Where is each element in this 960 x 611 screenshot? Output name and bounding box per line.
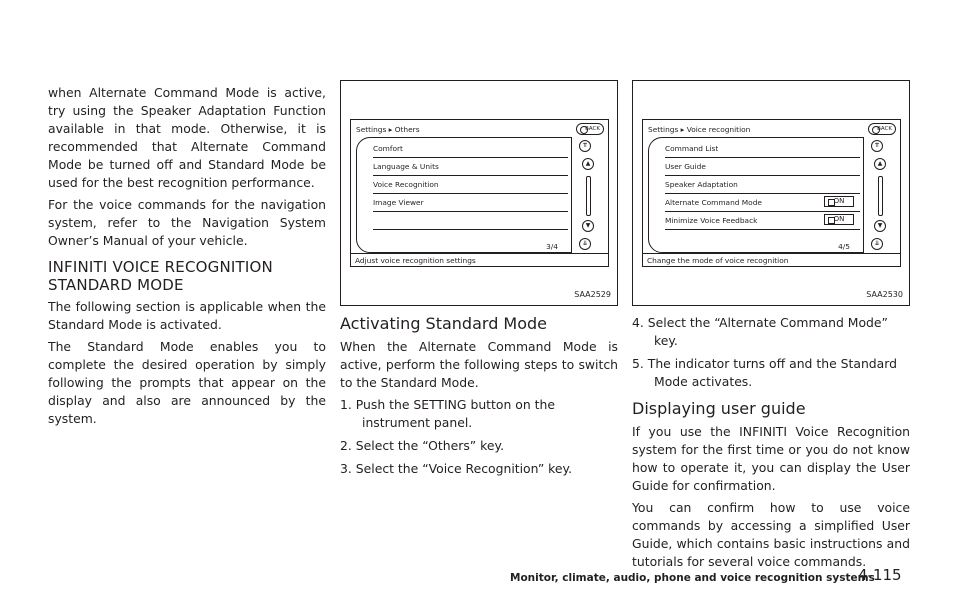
- menu-list: [356, 137, 572, 253]
- back-button: BACK: [868, 123, 896, 135]
- scroll-up-icon: ▲: [582, 158, 594, 170]
- scrollbar-icon: [586, 176, 591, 216]
- list-item-label: Minimize Voice Feedback: [665, 216, 758, 225]
- paragraph: The Standard Mode enables you to complete the desired operation by simply following the prompts that appear on the display and also are announced by the system.: [48, 339, 326, 426]
- list-item: Image Viewer: [373, 194, 568, 212]
- figure-code: SAA2530: [866, 290, 903, 299]
- page-indicator: 3/4: [546, 242, 558, 251]
- scroll-top-icon: ⇈: [871, 140, 883, 152]
- figure-code: SAA2529: [574, 290, 611, 299]
- column-3: [632, 80, 910, 575]
- list-item: [665, 194, 860, 212]
- divider: [351, 253, 608, 254]
- list-item: Comfort: [373, 140, 568, 158]
- step-item: 4. Select the “Alternate Command Mode” key.: [632, 315, 888, 348]
- paragraph: When the Alternate Command Mode is active, perform the following steps to switch to the Standard Mode.: [340, 339, 618, 390]
- breadcrumb: Settings ▸ Others: [356, 125, 420, 134]
- list-item: [665, 212, 860, 230]
- scroll-top-icon: ⇈: [579, 140, 591, 152]
- on-indicator: ON: [824, 214, 854, 225]
- paragraph: If you use the INFINITI Voice Recognition system for the first time or you do not know how to operate it, you can display the User Guide for confirmation.: [632, 424, 910, 493]
- status-text: Change the mode of voice recognition: [647, 256, 789, 265]
- menu-list: [648, 137, 864, 253]
- step-list: [340, 396, 618, 478]
- list-item: User Guide: [665, 158, 860, 176]
- paragraph: For the voice commands for the navigation system, refer to the Navigation System Owner’s Manual of your vehicle.: [48, 197, 326, 248]
- step-list: [632, 314, 910, 391]
- paragraph: when Alternate Command Mode is active, try using the Speaker Adaptation Function available in that mode. Otherwise, it is recommended that Alternate Command Mode be turned off and Standard Mode be used for the best recognition performance.: [48, 85, 326, 190]
- screen-illustration: [350, 119, 609, 267]
- status-text: Adjust voice recognition settings: [355, 256, 476, 265]
- breadcrumb: Settings ▸ Voice recognition: [648, 125, 751, 134]
- step-item: 2. Select the “Others” key.: [340, 438, 505, 453]
- list-item: Language & Units: [373, 158, 568, 176]
- paragraph: The following section is applicable when the Standard Mode is activated.: [48, 299, 326, 332]
- column-1: [48, 84, 326, 432]
- scroll-bottom-icon: ⇊: [579, 238, 591, 250]
- scroll-bottom-icon: ⇊: [871, 238, 883, 250]
- scroll-down-icon: ▼: [874, 220, 886, 232]
- back-button: BACK: [576, 123, 604, 135]
- page-number: 4-115: [858, 566, 902, 584]
- column-2: [340, 80, 618, 483]
- section-heading: Activating Standard Mode: [340, 314, 548, 333]
- screen-illustration: [642, 119, 901, 267]
- divider: [643, 253, 900, 254]
- list-item: Command List: [665, 140, 860, 158]
- step-item: 5. The indicator turns off and the Standard Mode activates.: [632, 356, 898, 389]
- page-indicator: 4/5: [838, 242, 850, 251]
- step-item: 1. Push the SETTING button on the instrument panel.: [340, 397, 555, 430]
- figure-voice-recognition-settings: [632, 80, 910, 306]
- paragraph: You can confirm how to use voice commands by accessing a simplified User Guide, which contains basic instructions and tutorials for several voice commands.: [632, 500, 910, 569]
- scrollbar-icon: [878, 176, 883, 216]
- section-heading: INFINITI VOICE RECOGNITION STANDARD MODE: [48, 258, 273, 294]
- list-item: Voice Recognition: [373, 176, 568, 194]
- list-item: [373, 212, 568, 230]
- figure-others-settings: [340, 80, 618, 306]
- on-indicator: ON: [824, 196, 854, 207]
- list-item-label: Alternate Command Mode: [665, 198, 762, 207]
- section-heading: Displaying user guide: [632, 399, 806, 418]
- list-item: Speaker Adaptation: [665, 176, 860, 194]
- step-item: 3. Select the “Voice Recognition” key.: [340, 461, 573, 476]
- scroll-down-icon: ▼: [582, 220, 594, 232]
- footer-section-title: Monitor, climate, audio, phone and voice recognition systems: [510, 572, 875, 584]
- scroll-up-icon: ▲: [874, 158, 886, 170]
